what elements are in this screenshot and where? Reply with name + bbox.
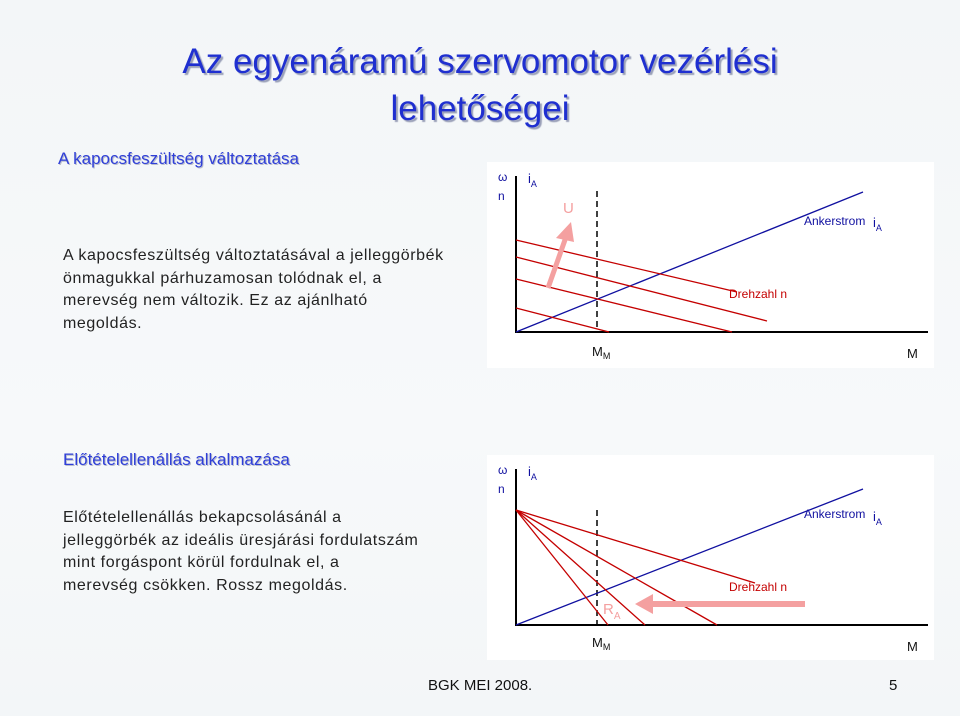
voltage-arrow-label: U	[563, 200, 574, 217]
i-label: $i_A$	[528, 171, 537, 189]
voltage-arrow-icon	[548, 222, 574, 288]
diagram-voltage-change	[487, 162, 934, 368]
section2-line: merevség csökken. Rossz megoldás.	[63, 576, 348, 594]
y-label-omega: ω	[498, 463, 508, 477]
slide-title-line-1: Az egyenáramú szervomotor vezérlési	[182, 42, 778, 81]
m-axis-label: M	[907, 639, 918, 654]
ankerstrom-label: Ankerstrom	[804, 214, 866, 228]
slide-title-line-2: lehetőségei	[390, 89, 570, 128]
resistor-arrow-label: $R_A$	[603, 601, 621, 622]
speed-curve-3	[516, 510, 645, 625]
section2-line: Előtételellenállás bekapcsolásánál a	[63, 509, 342, 526]
drehzahl-label: Drehzahl n	[729, 580, 788, 594]
y-label-omega: ω	[498, 170, 508, 184]
page-number: 5	[889, 677, 898, 694]
section2-paragraph	[63, 507, 418, 597]
section2-line: jelleggörbék az ideális üresjárási fordulatszám	[63, 531, 419, 549]
section2-heading: Előtételellenállás alkalmazása	[63, 450, 290, 469]
y-label-n: n	[498, 189, 505, 203]
diagram-voltage-change-svg	[487, 162, 934, 368]
section1-paragraph	[63, 245, 444, 335]
drehzahl-label: Drehzahl n	[729, 287, 788, 301]
m-axis-label: M	[907, 346, 918, 361]
y-label-n: n	[498, 482, 505, 496]
mm-label: $M_M$	[592, 344, 611, 361]
diagram-series-resistor	[487, 455, 934, 660]
speed-curve-4	[516, 510, 608, 625]
ankerstrom-label: Ankerstrom	[804, 507, 866, 521]
speed-curve-4	[516, 308, 609, 332]
ankerstrom-i-label: $i_A$	[873, 215, 882, 233]
i-label: $i_A$	[528, 464, 537, 482]
section1-line: önmagukkal párhuzamosan tolódnak el, a	[63, 269, 382, 287]
mm-label: $M_M$	[592, 635, 611, 652]
section1-heading: A kapocsfeszültség változtatása	[58, 149, 299, 168]
section1-line: merevség nem változik. Ez az ajánlható	[63, 292, 368, 309]
resistor-arrow-icon	[635, 594, 805, 614]
diagram-series-resistor-svg	[487, 455, 934, 660]
ankerstrom-i-label: $i_A$	[873, 509, 882, 527]
speed-curve-1	[516, 510, 755, 583]
section1-line: megoldás.	[63, 314, 143, 332]
footer-text: BGK MEI 2008.	[428, 677, 533, 694]
section2-line: mint forgáspont körül fordulnak el, a	[63, 554, 340, 571]
section1-line: A kapocsfeszültség változtatásával a jelleggörbék	[63, 247, 444, 264]
speed-curve-2	[516, 510, 717, 625]
